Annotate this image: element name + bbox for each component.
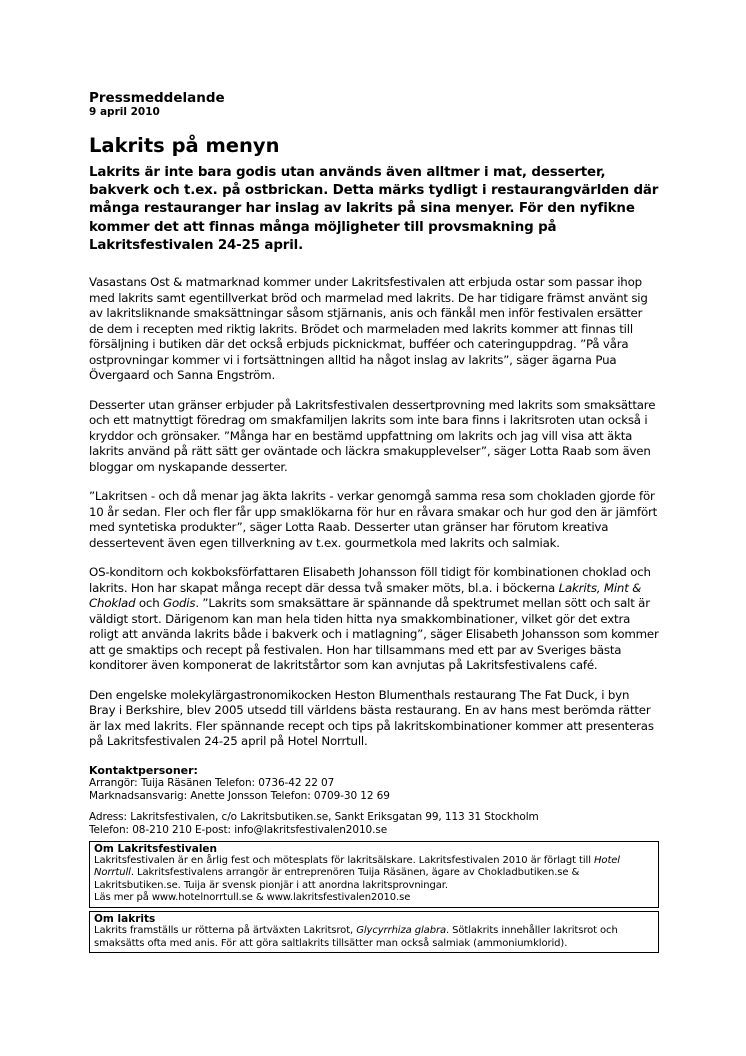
paragraph-4-text-b: och	[135, 596, 164, 611]
headline: Lakrits på menyn	[89, 134, 280, 157]
body-paragraph-5: Den engelske molekylärgastronomikocken Heston Blumenthals restaurang The Fat Duck, i byn Bray i Berkshire, blev 2005 utsedd till världens bästa restaurang. En av hans mest berömda rätter är lax med lakrits. Fler spännande recept och tips på lakritskombinationer kommer att presenteras på Lakritsfestivalen 24-25 april på Hotel Norrtull.	[89, 687, 654, 749]
body-paragraph-3: ”Lakritsen - och då menar jag äkta lakrits - verkar genomgå samma resa som chokladen gjorde för 10 år sedan. Fler och fler får upp smaklökarna för hur en råvara smakar och hur god den är jämfört med syntetiska produkter”, säger Lotta Raab. Desserter utan gränser har förutom kreativa dessertevent även egen tillverkning av t.ex. gourmetkola med lakrits och salmiak.	[89, 489, 658, 550]
contact-organizer: Arrangör: Tuija Räsänen Telefon: 0736-42 22 07	[89, 776, 335, 789]
latin-name: Glycyrrhiza glabra	[356, 925, 446, 937]
about-festival-box	[89, 841, 659, 908]
body-paragraph-2: Desserter utan gränser erbjuder på Lakritsfestivalen dessertprovning med lakrits som smaksättare och ett matnyttigt föredrag om smakfamiljen lakrits som inte bara finns i lakritsroten utan också i kryddor och grönsaker. ”Många har en bestämd uppfattning om lakrits och jag vill visa att äkta lakrits använd på rätt sätt ger oväntade och läckra smakupplevelser”, säger Lotta Raab som även bloggar om nyskapande desserter.	[89, 397, 656, 474]
about-festival-text-a: Lakritsfestivalen är en årlig fest och mötesplats för lakritsälskare. Lakritsfestivalen 2010 är förlagt till	[94, 855, 594, 867]
about-festival-heading: Om Lakritsfestivalen	[94, 842, 218, 855]
about-licorice-text-a: Lakrits framställs ur rötterna på ärtväxten Lakritsrot,	[94, 925, 357, 937]
contact-address: Adress: Lakritsfestivalen, c/o Lakritsbutiken.se, Sankt Eriksgatan 99, 113 31 Stockholm	[89, 810, 539, 823]
lead-paragraph: Lakrits är inte bara godis utan används även alltmer i mat, desserter, bakverk och t.ex. på ostbrickan. Detta märks tydligt i restaurangvärlden där många restauranger har inslag av lakrits på sina menyer. För den nyfikne kommer det att finnas många möjligheter till provsmakning på Lakritsfestivalen 24-25 april.	[89, 165, 659, 253]
about-licorice-box	[89, 911, 659, 953]
press-release-page	[89, 90, 659, 953]
body-paragraph-1: Vasastans Ost & matmarknad kommer under Lakritsfestivalen att erbjuda ostar som passar ihop med lakrits samt egentillverkat bröd och marmelad med lakrits. De har tidigare främst använt sig av lakritsliknande smaksättningar såsom stjärnanis, anis och fänkål men inför festivalen ersätter de dem i recepten med riktig lakrits. Brödet och marmeladen med lakrits kommer att finnas till försäljning i butiken där det också erbjuds picknickmat, bufféer och cateringuppdrag. ”På våra ostprovningar kommer vi i fortsättningen alltid ha något inslag av lakrits”, säger ägarna Pua Övergaard och Sanna Engström.	[89, 275, 648, 383]
about-licorice-heading: Om lakrits	[94, 912, 156, 925]
contact-phone-email: Telefon: 08-210 210 E-post: info@lakritsfestivalen2010.se	[89, 823, 388, 836]
body-paragraph-4	[89, 565, 659, 674]
book-title-1: Lakrits, Mint & Choklad	[89, 580, 642, 611]
about-licorice-text-b: . Sötlakrits innehåller lakritsrot och smaksätts ofta med anis. För att göra saltlakrits tillsätter man också salmiak (ammoniumklorid).	[94, 925, 618, 949]
paragraph-4-text-a: OS-konditorn och kokboksförfattaren Elisabeth Johansson föll tidigt för kombinationen choklad och lakrits. Hon har skapat många recept där dessa två smaker möts, bl.a. i böckerna	[89, 565, 651, 595]
book-title-2: Godis	[163, 596, 196, 611]
contact-marketing: Marknadsansvarig: Anette Jonsson Telefon: 0709-30 12 69	[89, 789, 390, 802]
release-date: 9 april 2010	[89, 106, 160, 118]
contact-section	[89, 764, 659, 837]
venue-name: Hotel Norrtull	[94, 855, 620, 879]
read-more-links: Läs mer på www.hotelnorrtull.se & www.lakritsfestivalen2010.se	[94, 892, 411, 904]
about-festival-text	[94, 855, 654, 892]
about-licorice-text	[94, 925, 654, 950]
document-type-label: Pressmeddelande	[89, 90, 225, 106]
about-festival-text-b: . Lakritsfestivalens arrangör är entreprenören Tuija Räsänen, ägare av Chokladbutiken.se & Lakritsbutiken.se. Tuija är svensk pionjär i att anordna lakritsprovningar.	[94, 867, 580, 891]
paragraph-4-text-c: . ”Lakrits som smaksättare är spännande då spektrumet mellan sött och salt är väldigt stort. Därigenom kan man hela tiden hitta nya smakkombinationer, vilket gör det extra roligt att använda lakrits både i bakverk och i matlagning”, säger Elisabeth Johansson som kommer att ge smaktips och recept på festivalen. Hon har tillsammans med ett par av Sveriges bästa konditorer även komponerat de lakritstårtor som kan avnjutas på Lakritsfestivalens café.	[89, 596, 659, 673]
contacts-heading: Kontaktpersoner:	[89, 763, 198, 777]
